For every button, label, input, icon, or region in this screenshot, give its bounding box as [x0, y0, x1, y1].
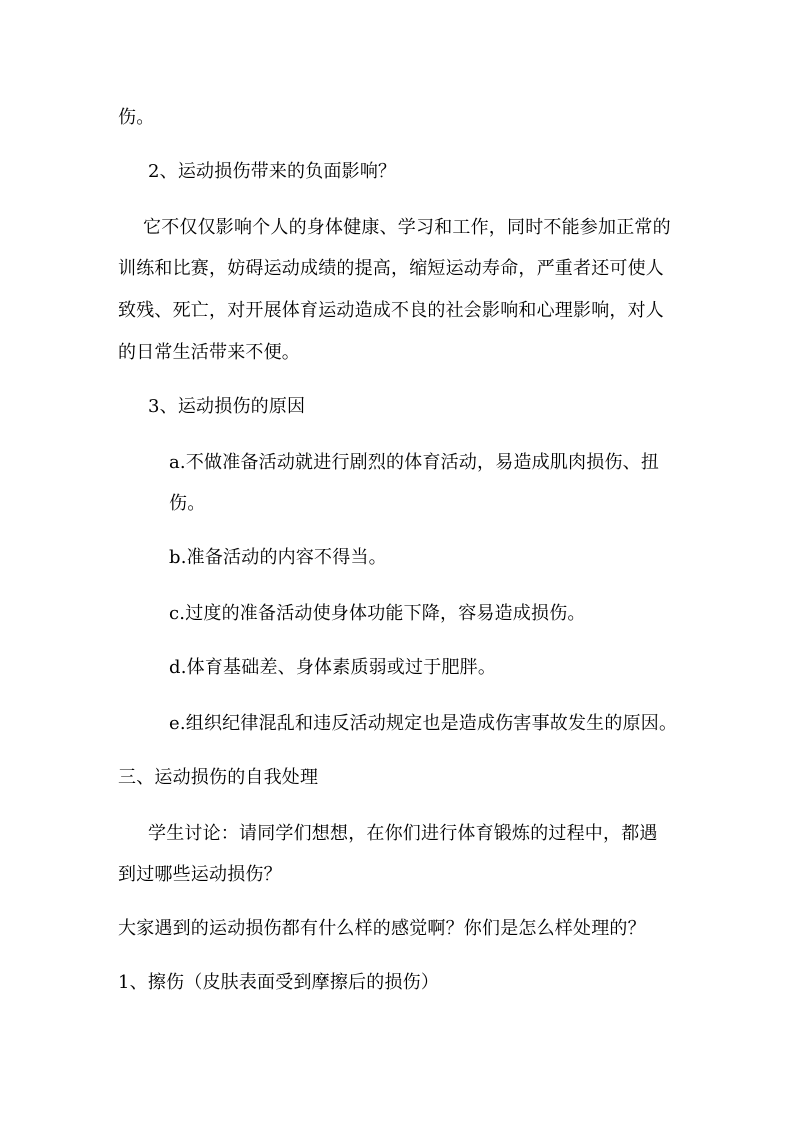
list-item: c.过度的准备活动使身体功能下降，容易造成损伤。: [169, 603, 586, 624]
text-line: 伤。: [118, 107, 155, 128]
text-line: 学生讨论：请同学们想想，在你们进行体育锻炼的过程中，都遇: [148, 823, 658, 844]
text-line: 到过哪些运动损伤？: [118, 864, 282, 885]
section-heading: 2、运动损伤带来的负面影响？: [148, 161, 397, 182]
section-heading: 1、擦伤（皮肤表面受到摩擦后的损伤）: [118, 972, 440, 993]
list-item: e.组织纪律混乱和违反活动规定也是造成伤害事故发生的原因。: [169, 713, 678, 734]
list-item-continuation: 伤。: [169, 493, 206, 514]
text-line: 它不仅仅影响个人的身体健康、学习和工作，同时不能参加正常的: [143, 217, 671, 238]
text-line: 训练和比赛，妨碍运动成绩的提高，缩短运动寿命，严重者还可使人: [118, 258, 664, 279]
text-line: 的日常生活带来不便。: [118, 342, 300, 363]
chapter-heading: 三、运动损伤的自我处理: [118, 767, 319, 788]
text-line: 致残、死亡，对开展体育运动造成不良的社会影响和心理影响，对人: [118, 300, 664, 321]
list-item: b.准备活动的内容不得当。: [169, 547, 387, 568]
list-item: d.体育基础差、身体素质弱或过于肥胖。: [169, 657, 497, 678]
section-heading: 3、运动损伤的原因: [148, 396, 306, 417]
list-item: a.不做准备活动就进行剧烈的体育活动，易造成肌肉损伤、扭: [169, 452, 660, 473]
text-line: 大家遇到的运动损伤都有什么样的感觉啊？你们是怎么样处理的？: [118, 918, 646, 939]
